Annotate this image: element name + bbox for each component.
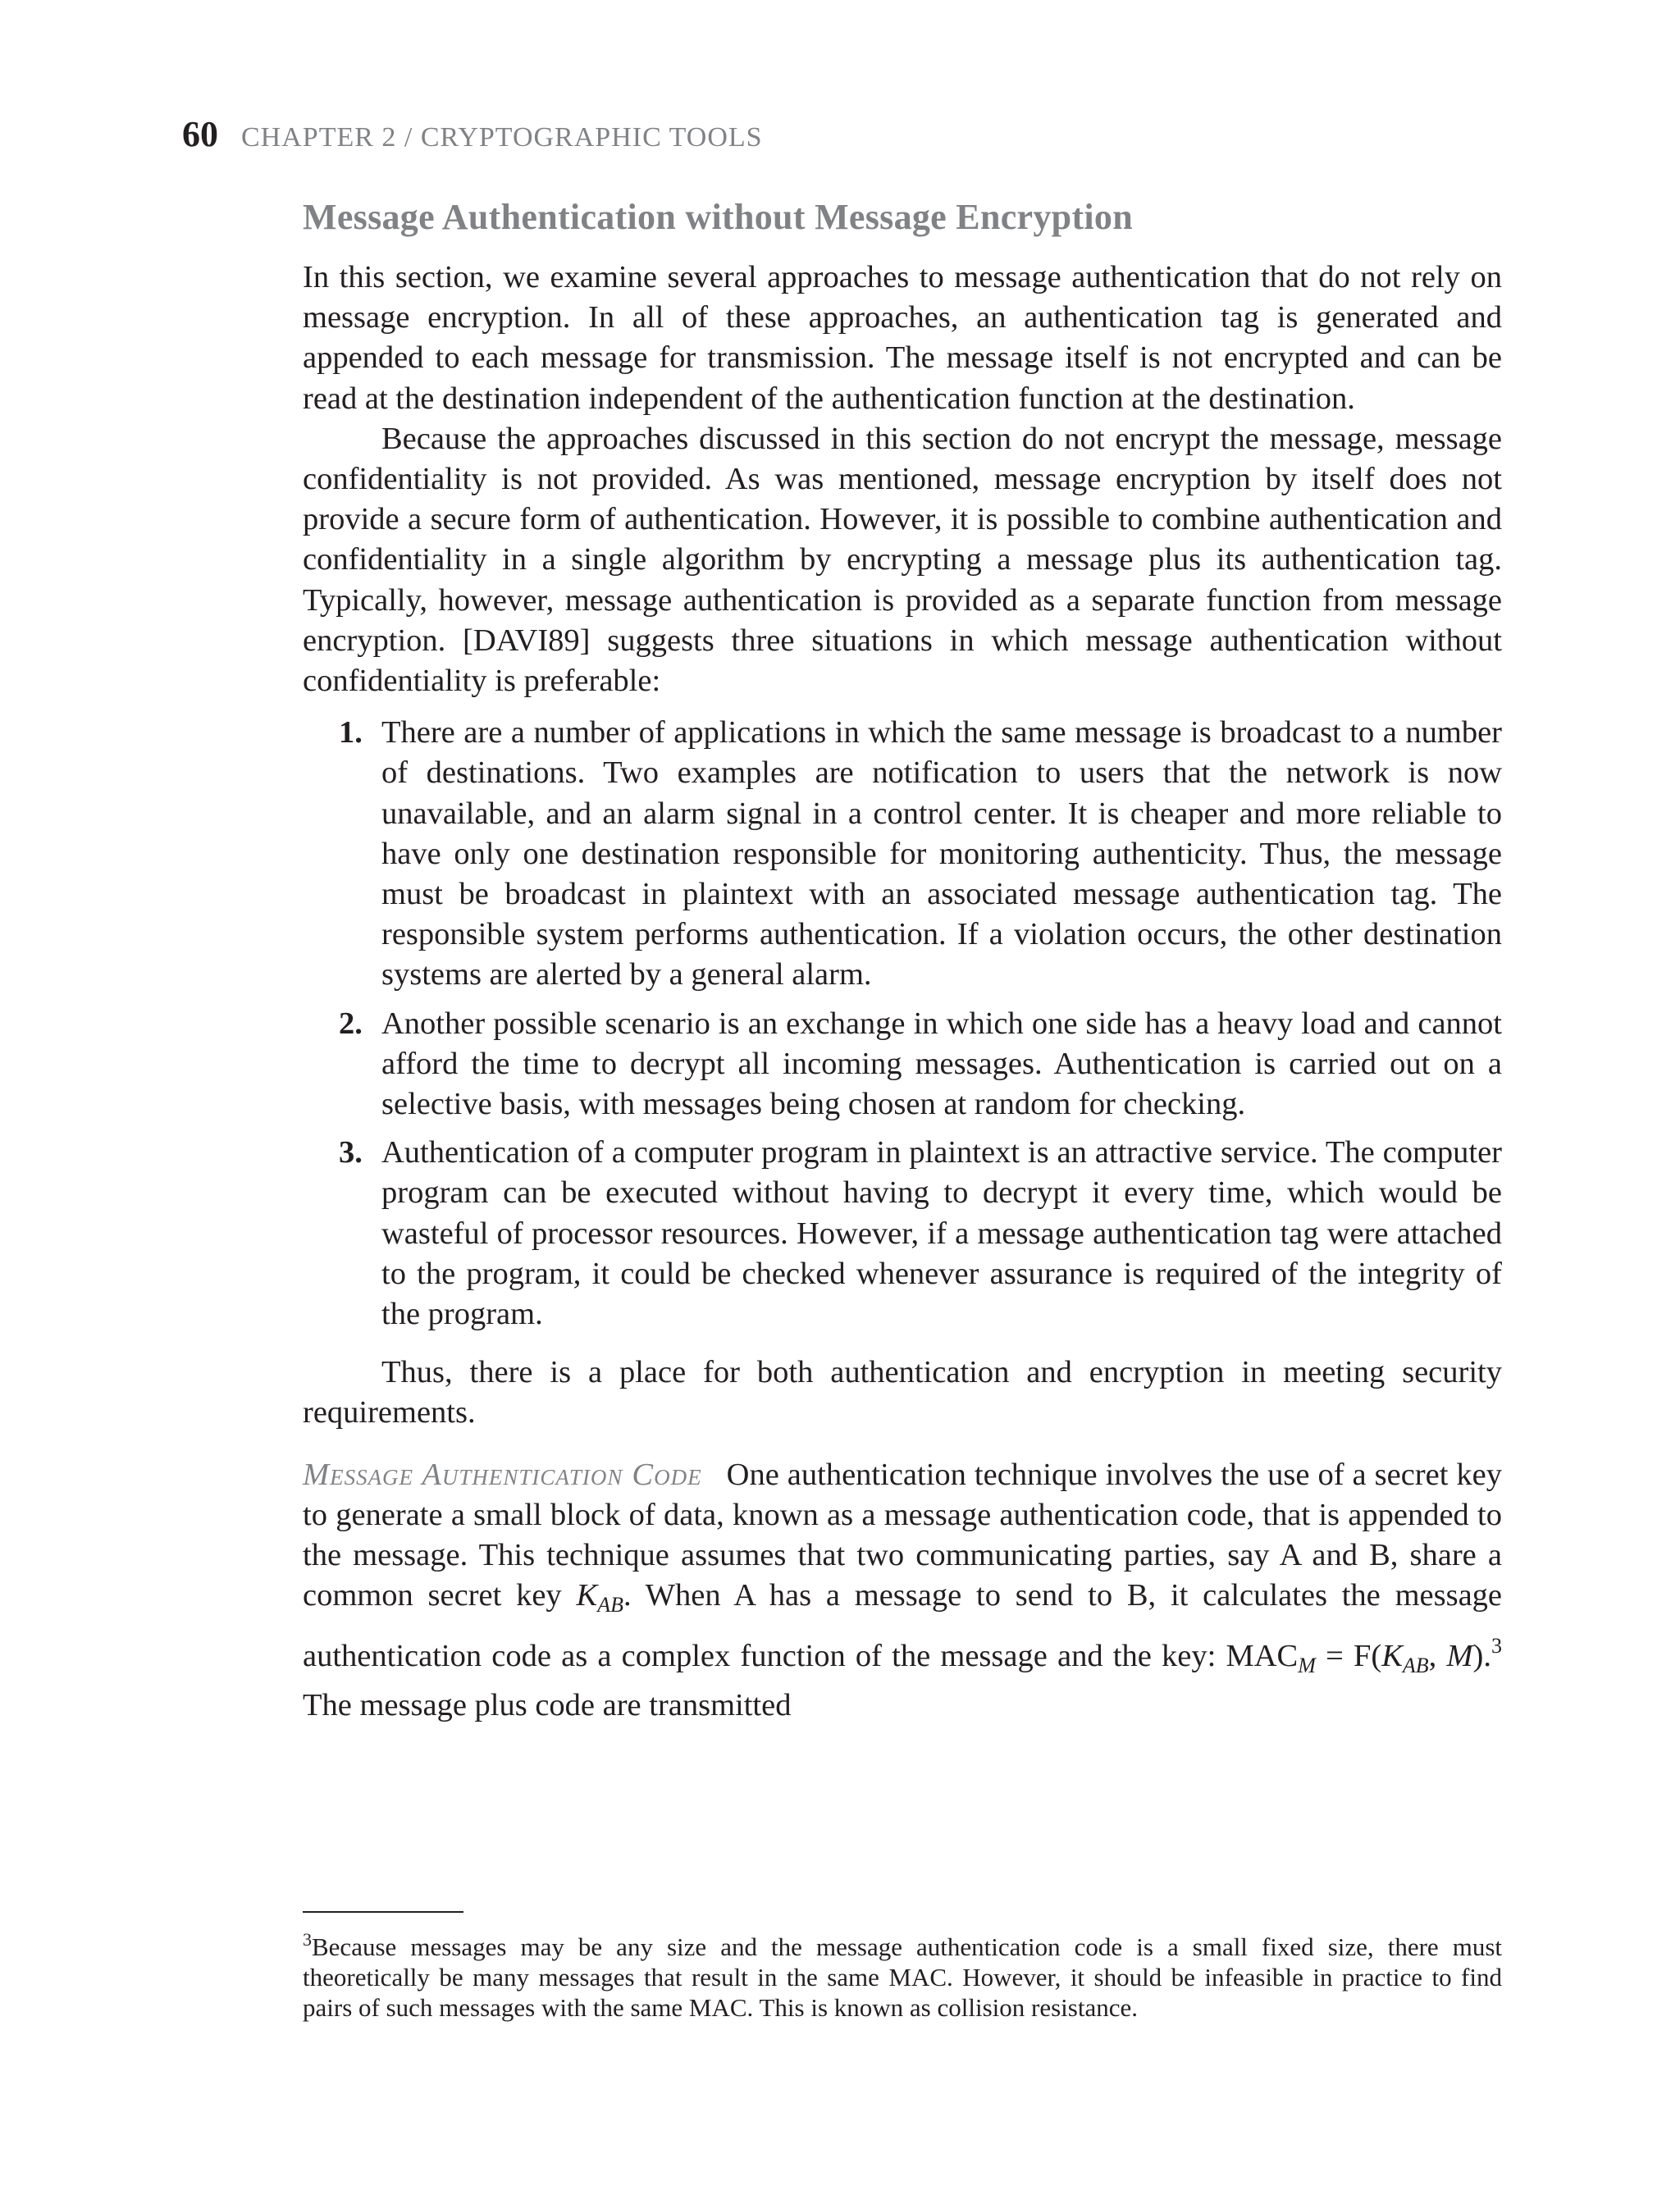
list-item-number: 1.	[339, 715, 363, 751]
section-heading: Message Authentication without Message Encryption	[303, 197, 1134, 237]
mac-text-f: The message plus code are transmitted	[303, 1687, 792, 1722]
page-header	[182, 113, 763, 155]
paragraph-confidentiality: Because the approaches discussed in this section do not encrypt the message, message confidentiality is not provided. As was mentioned, message encryption by itself does not provide a secure form of authentication. However, it is possible to combine authentication and confidentiality in a single algorithm by encrypting a message plus its authentication tag. Typically, however, message authentication is provided as a separate function from message encryption. [DAVI89] suggests three situations in which message authentication without confidentiality is preferable:	[303, 421, 1502, 699]
key-subscript: AB	[597, 1593, 623, 1617]
footnote-reference[interactable]: 3	[1491, 1633, 1502, 1658]
page-number: 60	[182, 114, 218, 154]
chapter-title: CHAPTER 2 / CRYPTOGRAPHIC TOOLS	[241, 122, 763, 153]
footnote-divider	[303, 1911, 463, 1913]
list-item	[303, 713, 1502, 995]
list-item-text: Another possible scenario is an exchange in which one side has a heavy load and cannot afford the time to decrypt all incoming messages. Authentication is carried out on a selective basis, with messages being chosen at random for checking.	[381, 1006, 1502, 1122]
mac-text-d: ,	[1428, 1638, 1447, 1673]
paragraph-intro: In this section, we examine several approaches to message authentication that do not rely on message encryption. In all of these approaches, an authentication tag is generated and appended to each message for transmission. The message itself is not encrypted and can be read at the destination independent of the authentication function at the destination.	[303, 260, 1502, 416]
key2-subscript: AB	[1402, 1653, 1429, 1677]
mac-text-e: ).	[1472, 1638, 1491, 1673]
footnote-mark: 3	[303, 1929, 312, 1950]
list-item	[303, 1004, 1502, 1125]
situations-list	[303, 713, 1502, 1335]
key-symbol: K	[576, 1578, 598, 1613]
paragraph-conclusion: Thus, there is a place for both authentication and encryption in meeting security requirements.	[303, 1355, 1502, 1430]
main-content	[303, 190, 1502, 1726]
mac-subscript: M	[1298, 1653, 1316, 1677]
paragraph-mac	[303, 1455, 1502, 1726]
list-item	[303, 1133, 1502, 1335]
list-item-text: Authentication of a computer program in plaintext is an attractive service. The computer program can be executed without having to decrypt it every time, which would be wasteful of processor resources. However, if a message authentication tag were attached to the program, it could be checked whenever assurance is required of the integrity of the program.	[381, 1135, 1502, 1332]
key2-symbol: K	[1381, 1638, 1403, 1673]
footnote-text: Because messages may be any size and the message authentication code is a small fixed size, there must theoretically be many messages that result in the same MAC. However, it should be infeasible in practice to find pairs of such messages with the same MAC. This is known as collision resistance.	[303, 1932, 1502, 2022]
mac-text-b: . When A has a message to send to B, it calculates the message authentication code as a complex function of the message and the key: MAC	[303, 1578, 1502, 1673]
list-item-number: 3.	[339, 1135, 363, 1170]
footnote	[303, 1924, 1502, 2023]
mac-text-c: = F(	[1315, 1638, 1382, 1673]
list-item-text: There are a number of applications in which the same message is broadcast to a number of destinations. Two examples are notification to users that the network is now unavailable, and an alarm signal in a control center. It is cheaper and more reliable to have only one destination responsible for monitoring authenticity. Thus, the message must be broadcast in plaintext with an associated message authentication tag. The responsible system performs authentication. If a violation occurs, the other destination systems are alerted by a general alarm.	[381, 715, 1502, 992]
list-item-number: 2.	[339, 1006, 363, 1041]
mac-run-in-heading: Message Authentication Code	[303, 1457, 702, 1492]
message-symbol: M	[1446, 1638, 1473, 1673]
mac-text-a: One authentication technique involves the use of a secret key to generate a small block of data, known as a message authentication code, that is appended to the message. This technique assumes that two communicating parties, say A and B, share a common secret key	[303, 1457, 1503, 1613]
